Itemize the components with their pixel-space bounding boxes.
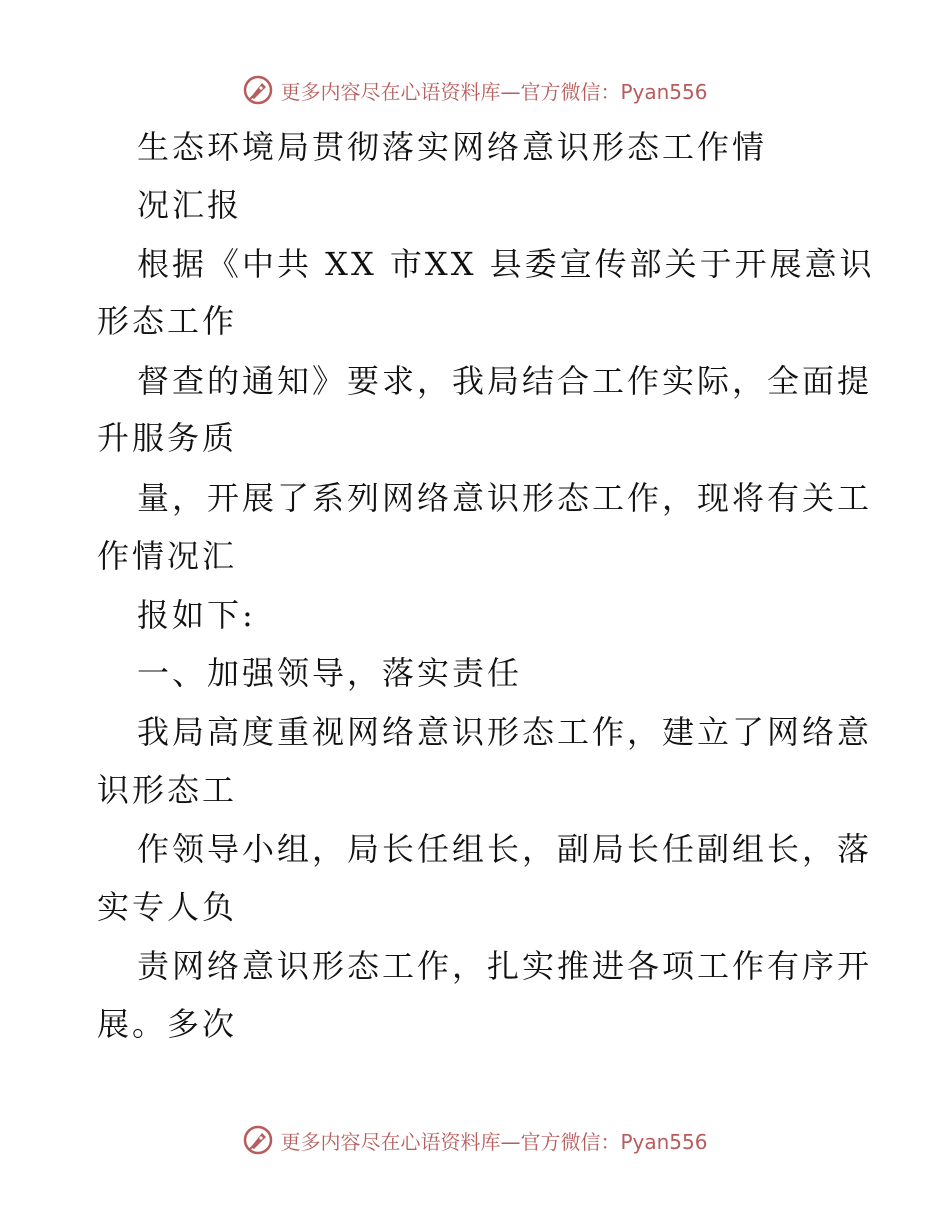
doc-title-line-2: 况汇报 bbox=[137, 186, 243, 224]
footer-watermark bbox=[0, 1120, 950, 1160]
doc-paragraph-line: 量，开展了系列网络意识形态工作，现将有关工 bbox=[137, 479, 873, 517]
doc-paragraph-line: 识形态工 bbox=[97, 771, 238, 809]
doc-paragraph-line: 报如下: bbox=[137, 596, 256, 634]
doc-paragraph-line: 升服务质 bbox=[97, 419, 238, 457]
doc-paragraph-line: 实专人负 bbox=[97, 888, 238, 926]
doc-paragraph-line: 根据《中共 XX 市XX 县委宣传部关于开展意识 bbox=[137, 245, 875, 283]
doc-paragraph-line: 作领导小组，局长任组长，副局长任副组长，落 bbox=[137, 830, 873, 868]
doc-paragraph-line: 我局高度重视网络意识形态工作，建立了网络意 bbox=[137, 713, 873, 751]
watermark-text: 更多内容尽在心语资料库—官方微信：Pyan556 bbox=[280, 1129, 708, 1154]
doc-paragraph-line: 展。多次 bbox=[97, 1005, 238, 1043]
watermark-text: 更多内容尽在心语资料库—官方微信：Pyan556 bbox=[280, 79, 708, 104]
doc-paragraph-line: 责网络意识形态工作，扎实推进各项工作有序开 bbox=[137, 947, 873, 985]
doc-paragraph-line: 形态工作 bbox=[97, 302, 238, 340]
doc-title-line-1: 生态环境局贯彻落实网络意识形态工作情 bbox=[137, 128, 768, 166]
section-heading: 一、加强领导，落实责任 bbox=[137, 654, 523, 692]
doc-paragraph-line: 督查的通知》要求，我局结合工作实际，全面提 bbox=[137, 362, 873, 400]
doc-paragraph-line: 作情况汇 bbox=[97, 537, 238, 575]
pen-nib-logo-icon bbox=[242, 1124, 274, 1156]
